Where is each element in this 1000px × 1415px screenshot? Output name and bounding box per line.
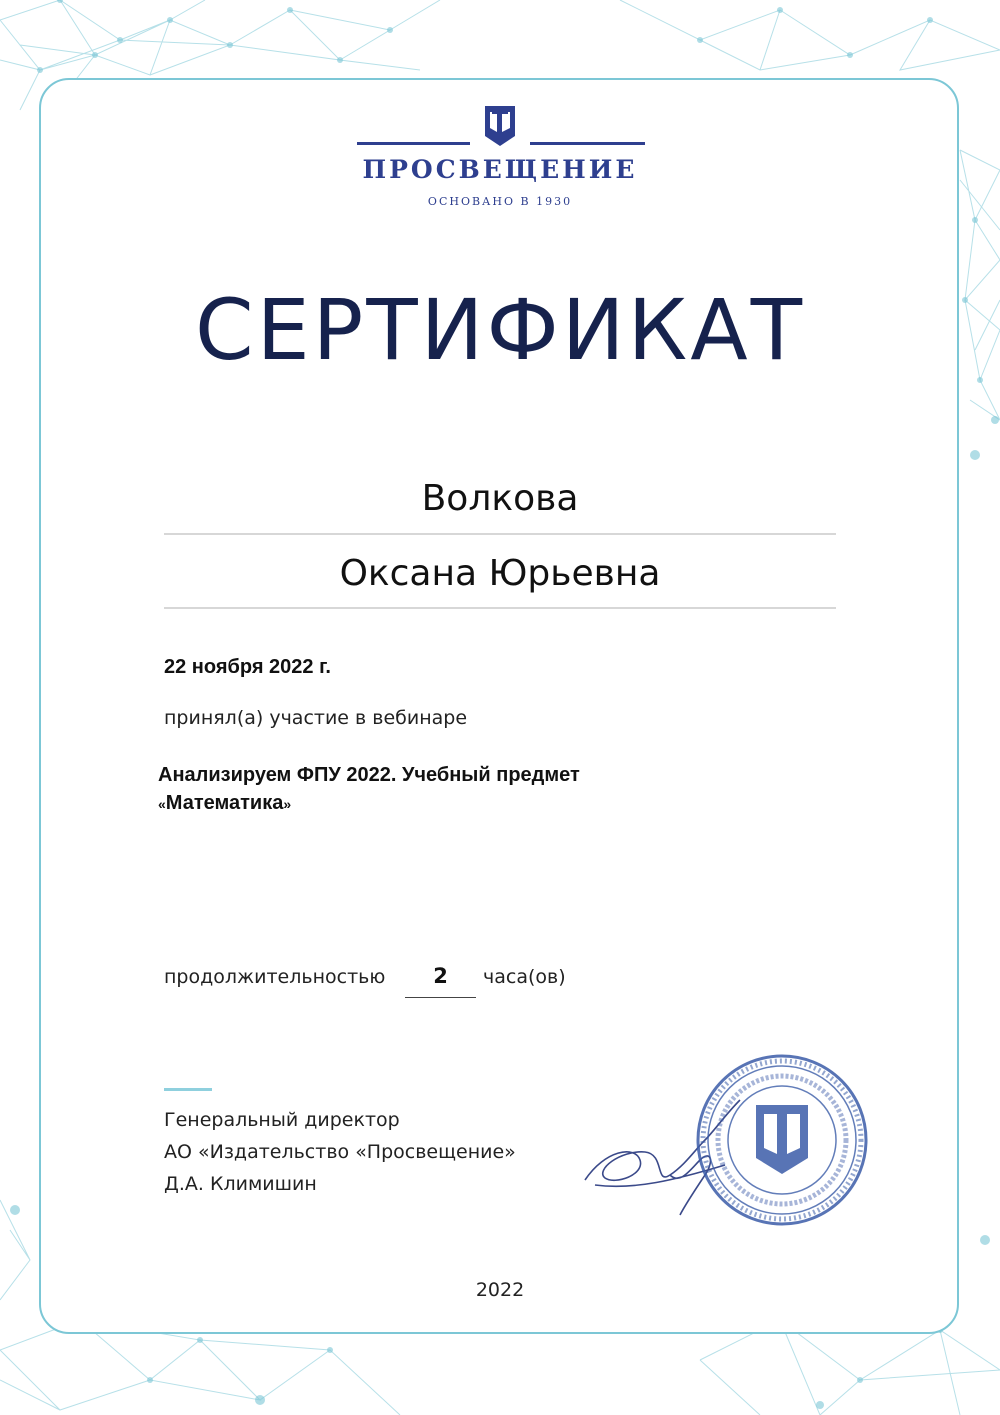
signatory-position: Генеральный директор: [164, 1109, 400, 1131]
logo-left-rule: [357, 142, 470, 145]
publisher-logo: [350, 100, 650, 215]
logo-brand-text: ПРОСВЕЩЕНИЕ: [362, 155, 638, 184]
certificate-title: СЕРТИФИКАТ: [194, 281, 806, 379]
signatory-organization: АО «Издательство «Просвещение»: [164, 1141, 516, 1163]
duration-label: продолжительностью: [164, 966, 386, 988]
participation-text: принял(а) участие в вебинаре: [164, 707, 468, 729]
duration-unit: часа(ов): [483, 966, 566, 988]
duration-underline: [405, 997, 476, 998]
recipient-given-names: Оксана Юрьевна: [339, 553, 661, 594]
logo-tagline: ОСНОВАНО В 1930: [427, 195, 573, 208]
company-seal-icon: [692, 1050, 872, 1230]
webinar-title: [158, 761, 718, 818]
duration-value: 2: [433, 964, 448, 988]
prosveshchenie-logo-icon: [483, 102, 517, 148]
certificate-year: 2022: [475, 1279, 525, 1301]
signatory-name: Д.А. Климишин: [164, 1173, 317, 1195]
webinar-title-line1: Анализируем ФПУ 2022. Учебный предмет: [158, 764, 580, 786]
webinar-subject: Математика: [165, 792, 284, 814]
surname-underline: [164, 533, 836, 535]
given-names-underline: [164, 607, 836, 609]
signatory-accent-rule: [164, 1088, 212, 1091]
recipient-surname: Волкова: [421, 478, 579, 519]
webinar-title-line2: «Математика»: [158, 792, 292, 814]
logo-right-rule: [530, 142, 645, 145]
event-date: 22 ноября 2022 г.: [164, 656, 331, 678]
